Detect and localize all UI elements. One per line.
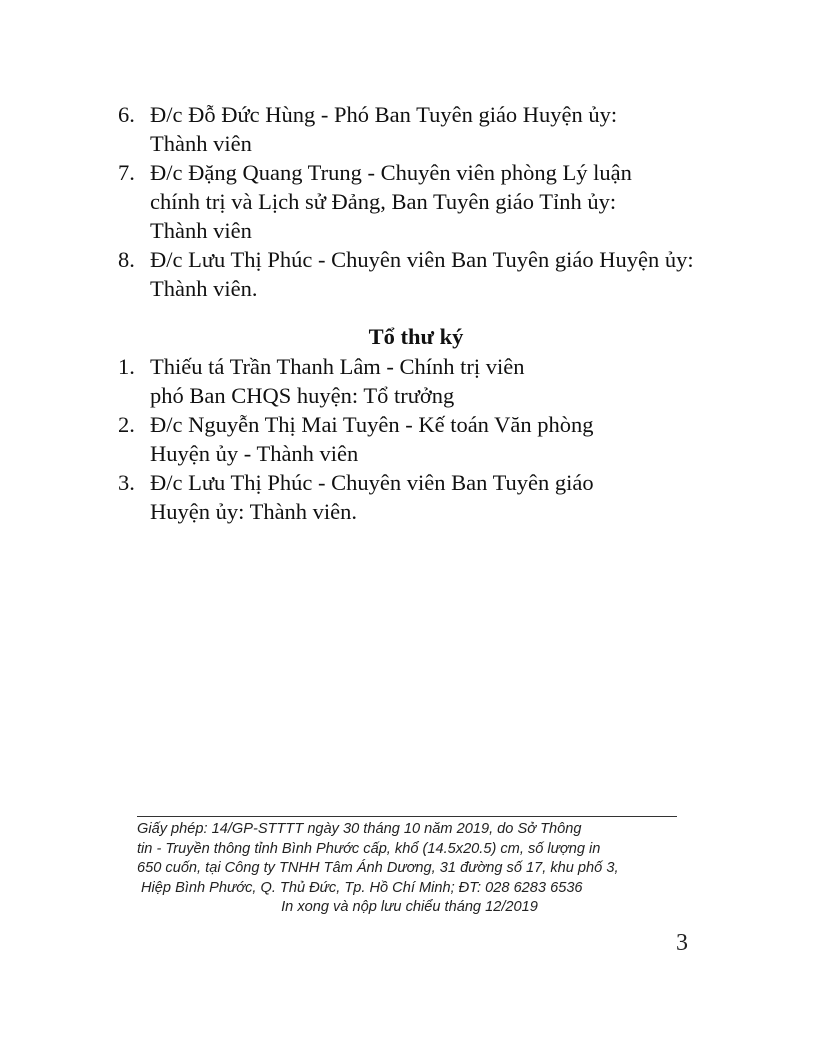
item-number: 8. (118, 247, 135, 272)
text-line: Đ/c Lưu Thị Phúc - Chuyên viên Ban Tuyên giáo Huyện ủy: (150, 247, 694, 272)
text-line: Đ/c Nguyễn Thị Mai Tuyên - Kế toán Văn phòng (150, 412, 594, 437)
text-line: Đ/c Đỗ Đức Hùng - Phó Ban Tuyên giáo Huyện ủy: (150, 102, 618, 127)
text-line: chính trị và Lịch sử Đảng, Ban Tuyên giáo Tỉnh ủy: (150, 189, 617, 214)
page-number: 3 (676, 930, 688, 956)
publication-footer (137, 820, 682, 918)
members-list (118, 100, 718, 303)
item-number: 2. (118, 412, 135, 437)
secretariat-list (118, 352, 718, 526)
section-heading (0, 322, 816, 351)
item-text (150, 158, 718, 245)
text-line: Thiếu tá Trần Thanh Lâm - Chính trị viên (150, 354, 525, 379)
footer-divider (137, 816, 677, 817)
item-text (150, 410, 718, 468)
text-line: phó Ban CHQS huyện: Tổ trưởng (150, 383, 455, 408)
item-number: 1. (118, 354, 135, 379)
item-number: 3. (118, 470, 135, 495)
text-line: Thành viên. (150, 276, 258, 301)
item-text (150, 100, 718, 158)
text-line: Đ/c Đặng Quang Trung - Chuyên viên phòng Lý luận (150, 160, 632, 185)
heading-text: Tổ thư ký (368, 324, 464, 349)
list-item (118, 158, 718, 245)
footer-line: In xong và nộp lưu chiểu tháng 12/2019 (281, 899, 538, 916)
list-item (118, 410, 718, 468)
item-text (150, 245, 718, 303)
text-line: Huyện ủy: Thành viên. (150, 499, 358, 524)
item-text (150, 352, 718, 410)
list-item (118, 100, 718, 158)
item-text (150, 468, 718, 526)
text-line: Thành viên (150, 131, 252, 156)
list-item (118, 468, 718, 526)
text-line: Thành viên (150, 218, 252, 243)
footer-line: Hiệp Bình Phước, Q. Thủ Đức, Tp. Hồ Chí Minh; ĐT: 028 6283 6536 (141, 879, 583, 896)
item-number: 6. (118, 102, 135, 127)
list-item (118, 352, 718, 410)
text-line: Đ/c Lưu Thị Phúc - Chuyên viên Ban Tuyên giáo (150, 470, 594, 495)
footer-line: 650 cuốn, tại Công ty TNHH Tâm Ánh Dương, 31 đường số 17, khu phố 3, (137, 860, 619, 877)
item-number: 7. (118, 160, 135, 185)
list-item (118, 245, 718, 303)
footer-line: Giấy phép: 14/GP-STTTT ngày 30 tháng 10 năm 2019, do Sở Thông (137, 821, 582, 837)
text-line: Huyện ủy - Thành viên (150, 441, 359, 466)
footer-line: tin - Truyền thông tỉnh Bình Phước cấp, khổ (14.5x20.5) cm, số lượng in (137, 840, 601, 857)
